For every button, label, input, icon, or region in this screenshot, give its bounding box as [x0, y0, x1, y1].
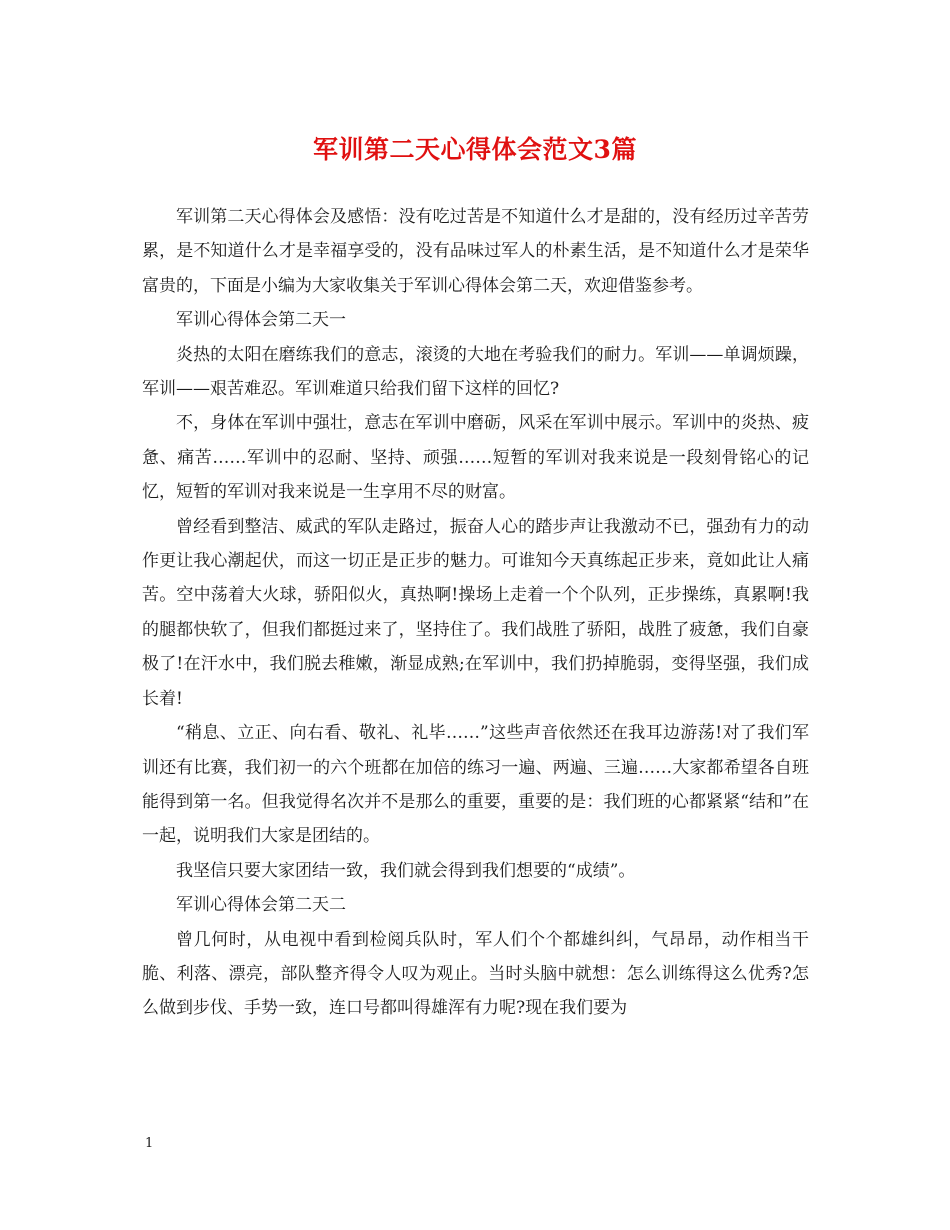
section-heading-1: 军训心得体会第二天一 [176, 310, 346, 331]
intro-paragraph: 军训第二天心得体会及感悟：没有吃过苦是不知道什么才是甜的，没有经历过辛苦劳累，是不知道什么才是幸福享受的，没有品味过军人的朴素生活，是不知道什么才是荣华富贵的，下面是小编为大家收集关于军训心得体会第二天，欢迎借鉴参考。 [142, 207, 809, 296]
body-paragraph: 炎热的太阳在磨练我们的意志，滚烫的大地在考验我们的耐力。军训——单调烦躁，军训——艰苦难忍。军训难道只给我们留下这样的回忆? [142, 344, 809, 400]
body-paragraph: 曾经看到整洁、威武的军队走路过，振奋人心的踏步声让我激动不已，强劲有力的动作更让我心潮起伏，而这一切正是正步的魅力。可谁知今天真练起正步来，竟如此让人痛苦。空中荡着大火球，骄阳似火，真热啊!操场上走着一个个队列，正步操练，真累啊!我的腿都快软了，但我们都挺过来了，坚持住了。我们战胜了骄阳，战胜了疲惫，我们自豪极了!在汗水中，我们脱去稚嫩，渐显成熟;在军训中，我们扔掉脆弱，变得坚强，我们成长着! [142, 516, 809, 709]
body-paragraph: 我坚信只要大家团结一致，我们就会得到我们想要的“成绩”。 [176, 860, 636, 881]
page-number: 1 [145, 1136, 154, 1151]
body-paragraph: “稍息、立正、向右看、敬礼、礼毕……”这些声音依然还在我耳边游荡!对了我们军训还有比赛，我们初一的六个班都在加倍的练习一遍、两遍、三遍……大家都希望各自班能得到第一名。但我觉得名次并不是那么的重要，重要的是：我们班的心都紧紧“结和”在一起，说明我们大家是团结的。 [142, 723, 809, 847]
body-paragraph: 曾几何时，从电视中看到检阅兵队时，军人们个个都雄纠纠，气昂昂，动作相当干脆、利落、漂亮，部队整齐得令人叹为观止。当时头脑中就想：怎么训练得这么优秀?怎么做到步伐、手势一致，连口号都叫得雄浑有力呢?现在我们要为 [142, 929, 809, 1019]
section-heading-2: 军训心得体会第二天二 [176, 895, 346, 916]
body-paragraph: 不，身体在军训中强壮，意志在军训中磨砺，风采在军训中展示。军训中的炎热、疲惫、痛苦……军训中的忍耐、坚持、顽强……短暂的军训对我来说是一段刻骨铭心的记忆，短暂的军训对我来说是一生享用不尽的财富。 [142, 413, 809, 503]
document-body [142, 200, 809, 1026]
document-title: 军训第二天心得体会范文3篇 [313, 135, 637, 164]
